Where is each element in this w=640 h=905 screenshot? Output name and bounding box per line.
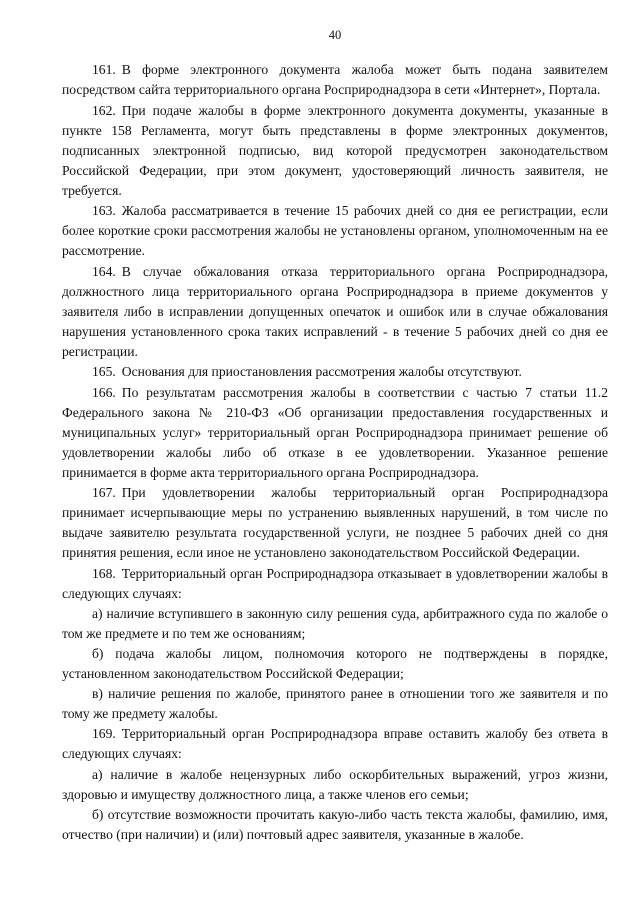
paragraph-163 (62, 201, 608, 261)
paragraph-162 (62, 101, 608, 201)
paragraph-161 (62, 60, 608, 100)
paragraph-166 (62, 383, 608, 483)
page-number: 40 (328, 28, 342, 42)
paragraph-text: Территориальный орган Росприроднадзора вправе оставить жалобу без ответа в следующих случаях: (62, 726, 608, 761)
paragraph-text: Основания для приостановления рассмотрения жалобы отсутствуют. (121, 364, 522, 379)
paragraph-number: 162. (92, 102, 116, 118)
paragraph-168 (62, 564, 608, 604)
paragraph-number: 163. (92, 203, 116, 218)
paragraph-169-item-b: б) отсутствие возможности прочитать какую-либо часть текста жалобы, фамилию, имя, отчество (при наличии) и (или) почтовый адрес заявителя, указанные в жалобе. (62, 806, 608, 842)
paragraph-168-item-a: а) наличие вступившего в законную силу решения суда, арбитражного суда по жалобе о том же предмете и по тем же основаниям; (62, 606, 608, 641)
paragraph-number: 169. (92, 726, 116, 741)
paragraph-168-item-b: б) подача жалобы лицом, полномочия которого не подтверждены в порядке, установленном законодательством Российской Федерации; (62, 646, 608, 681)
paragraph-number: 167. (92, 485, 116, 500)
paragraph-text: Жалоба рассматривается в течение 15 рабочих дней со дня ее регистрации, если более короткие сроки рассмотрения жалобы не установлены органом, уполномоченным на ее рассмотрение. (62, 203, 608, 258)
paragraph-text: При подаче жалобы в форме электронного документа документы, указанные в пункте 158 Регламента, могут быть представлены в форме электронных документов, подписанных электронной подписью, вид которой предусмотрен законодательством Российской Федерации, при этом документ, удостоверяющий личность заявителя, не требуется. (62, 102, 608, 198)
paragraph-165 (62, 362, 608, 382)
paragraph-168-item-c: в) наличие решения по жалобе, принятого ранее в отношении того же заявителя и по тому же предмету жалобы. (62, 686, 608, 721)
paragraph-number: 166. (92, 384, 116, 400)
paragraph-167 (62, 483, 608, 563)
paragraph-text: В случае обжалования отказа территориального органа Росприроднадзора, должностного лица территориального органа Росприроднадзора в приеме документов у заявителя либо в исправлении допущенных опечаток и ошибок или в случае обжалования нарушения установленного срока таких исправлений - в течение 5 рабочих дней со дня ее регистрации. (62, 263, 608, 359)
paragraph-number: 165. (92, 364, 116, 379)
paragraph-number: 168. (92, 565, 116, 581)
paragraph-169-item-a: а) наличие в жалобе нецензурных либо оскорбительных выражений, угроз жизни, здоровью и имуществу должностного лица, а также членов его семьи; (62, 766, 608, 802)
paragraph-text: При удовлетворении жалобы территориальный орган Росприроднадзора принимает исчерпывающие меры по устранению выявленных нарушений, в том числе по выдаче заявителю результата государственной услуги, не позднее 5 рабочих дней со дня принятия решения, если иное не установлено законодательством Российской Федерации. (62, 485, 608, 560)
paragraph-number: 164. (92, 263, 116, 279)
paragraph-text: В форме электронного документа жалоба может быть подана заявителем посредством сайта территориального органа Росприроднадзора в сети «Интернет», Портала. (62, 62, 608, 97)
paragraph-169 (62, 724, 608, 764)
paragraph-text: По результатам рассмотрения жалобы в соответствии с частью 7 статьи 11.2 Федерального закона № 210-ФЗ «Об организации предоставления государственных и муниципальных услуг» территориальный орган Росприроднадзора принимает решение об удовлетворении жалобы либо об отказе в ее удовлетворении. Указанное решение принимается в форме акта территориального органа Росприроднадзора. (62, 384, 608, 480)
paragraph-164 (62, 262, 608, 362)
paragraph-number: 161. (92, 62, 116, 77)
paragraph-text: Территориальный орган Росприроднадзора отказывает в удовлетворении жалобы в следующих случаях: (62, 565, 608, 601)
